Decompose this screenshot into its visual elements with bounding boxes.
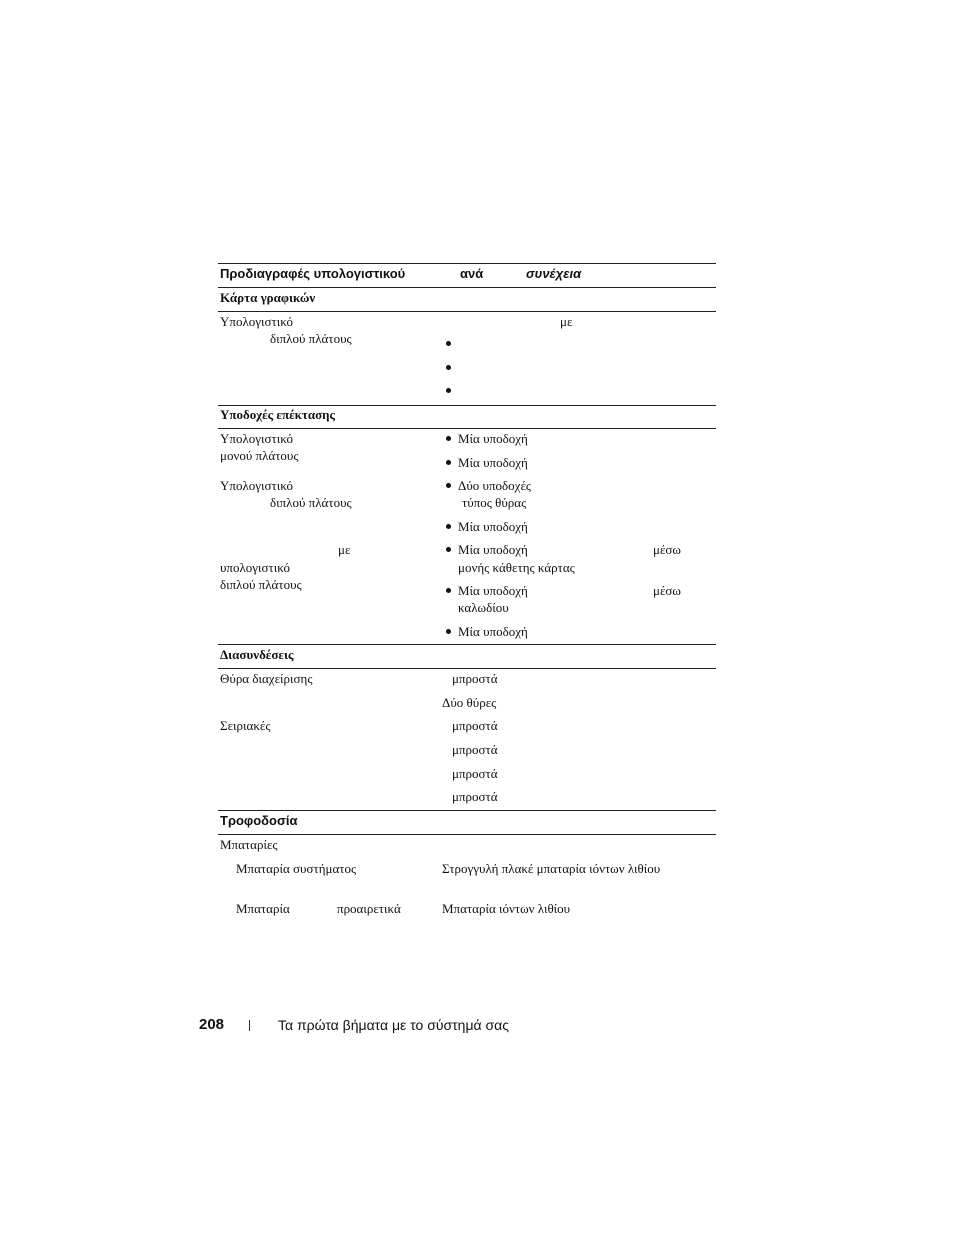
serial-value: μπροστά [452,766,498,781]
bullet-icon [446,341,451,346]
list-item-continuation: τύπος θύρας [462,495,527,510]
power-top-rule [218,810,716,811]
expansion-title-rule [218,428,716,429]
continued-label: συνέχεια [526,266,582,281]
power-section-title: Τροφοδοσία [220,813,298,828]
with-double-label-line2: υπολογιστικό [220,560,291,575]
connectors-title-rule [218,668,716,669]
power-title-rule [218,834,716,835]
serial-value: μπροστά [452,718,498,733]
list-item-continuation: μονής κάθετης κάρτας [458,560,575,575]
bullet-icon [446,588,451,593]
header-bottom-rule [218,287,716,288]
list-item-via: μέσω [653,583,681,598]
bullet-icon [446,547,451,552]
two-ports-label: Δύο θύρες [442,695,497,710]
double-width-label-line1: Υπολογιστικό [220,478,293,493]
with-double-label-word: με [338,542,351,557]
list-item: Μία υποδοχή [458,455,528,470]
single-width-label-line2: μονού πλάτους [220,448,299,463]
bullet-icon [446,388,451,393]
table-title: Προδιαγραφές υπολογιστικού [220,266,406,281]
list-item: Μία υποδοχή [458,519,528,534]
optional-battery-label-2: προαιρετικά [337,901,401,916]
optional-battery-label: Μπαταρία [236,901,290,916]
serial-value: μπροστά [452,742,498,757]
serial-value: μπροστά [452,789,498,804]
graphics-label-line2: διπλού πλάτους [270,331,352,346]
list-item: Μία υποδοχή [458,624,528,639]
management-port-label: Θύρα διαχείρισης [220,671,313,686]
connectors-section-title: Διασυνδέσεις [220,647,294,662]
list-item-continuation: καλωδίου [458,600,509,615]
bullet-icon [446,524,451,529]
bullet-icon [446,365,451,370]
bullet-icon [446,460,451,465]
footer-separator [249,1020,250,1031]
expansion-top-rule [218,405,716,406]
table-top-rule [218,263,716,264]
list-item: Μία υποδοχή [458,583,528,598]
list-item: Μία υποδοχή [458,431,528,446]
graphics-title-rule [218,311,716,312]
connectors-top-rule [218,644,716,645]
graphics-value-word: με [560,314,573,329]
management-port-value: μπροστά [452,671,498,686]
table-title-word: ανά [460,266,484,281]
graphics-section-title: Κάρτα γραφικών [220,290,316,305]
system-battery-value: Στρογγυλή πλακέ μπαταρία ιόντων λιθίου [442,861,661,876]
list-item: Μία υποδοχή [458,542,528,557]
list-item-via: μέσω [653,542,681,557]
page-number: 208 [199,1016,225,1033]
optional-battery-value: Μπαταρία ιόντων λιθίου [442,901,571,916]
serial-label: Σειριακές [220,718,271,733]
system-battery-label: Μπαταρία συστήματος [236,861,357,876]
bullet-icon [446,483,451,488]
batteries-label: Μπαταρίες [220,837,278,852]
double-width-label-line2: διπλού πλάτους [270,495,352,510]
with-double-label-line3: διπλού πλάτους [220,577,302,592]
list-item: Δύο υποδοχές [458,478,532,493]
single-width-label-line1: Υπολογιστικό [220,431,293,446]
graphics-label-line1: Υπολογιστικό [220,314,293,329]
expansion-section-title: Υποδοχές επέκτασης [220,407,336,422]
bullet-icon [446,436,451,441]
bullet-icon [446,629,451,634]
book-title: Τα πρώτα βήματα με το σύστημά σας [278,1017,509,1033]
